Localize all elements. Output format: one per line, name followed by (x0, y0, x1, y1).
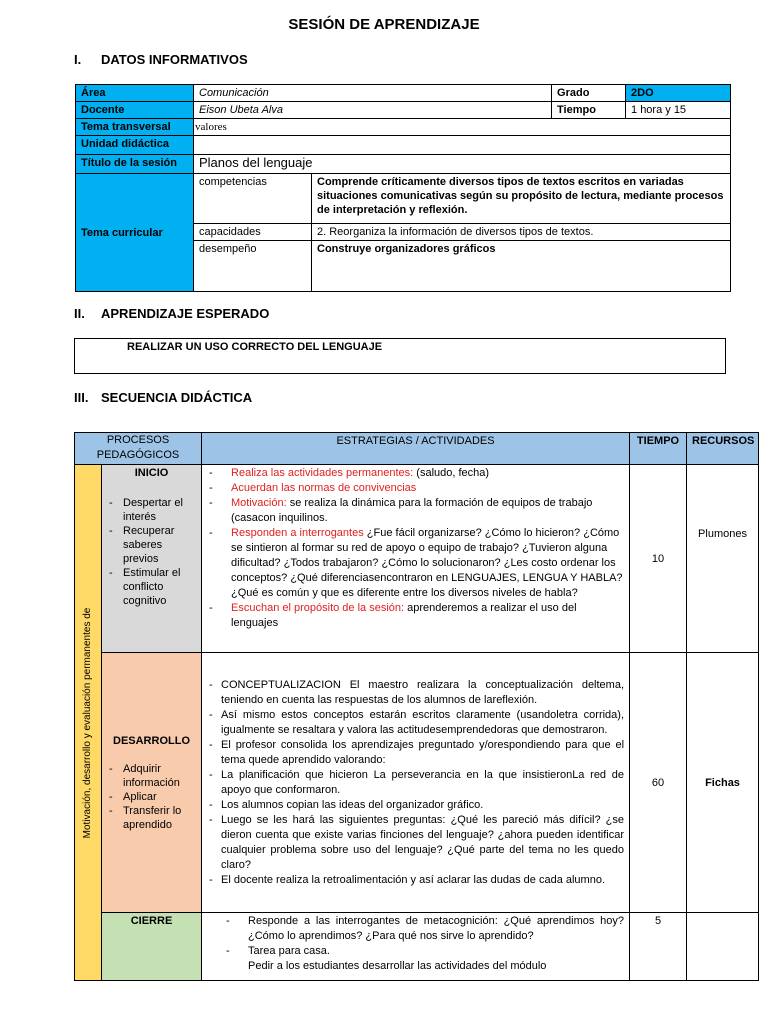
desempeno-value: Construye organizadores gráficos (312, 241, 731, 292)
competencias-label: competencias (194, 174, 312, 224)
list-item: - Transferir lo aprendido (107, 804, 196, 832)
capacidades-value: 2. Reorganiza la información de diversos tipos de textos. (312, 224, 731, 241)
list-item: - El profesor consolida los aprendizajes preguntado y/orespondiendo para que el tema quede aprendido valorando: (207, 738, 624, 768)
datos-table (75, 84, 731, 292)
inicio-recursos: Plumones (687, 465, 759, 653)
unidad-value (194, 136, 731, 155)
cierre-tiempo: 5 (630, 913, 687, 981)
section-heading-datos: I. DATOS INFORMATIVOS (74, 52, 248, 67)
aprendizaje-box (74, 338, 726, 374)
titulo-label: Título de la sesión (76, 155, 194, 174)
area-value: Comunicación (194, 85, 552, 102)
list-item: - Los alumnos copian las ideas del organizador gráfico. (207, 798, 624, 813)
grado-label: Grado (552, 85, 626, 102)
vertical-label: Motivación, desarrollo y evaluación permanentes de (82, 607, 93, 838)
list-item: - Acuerdan las normas de convivencias (207, 481, 624, 496)
capacidades-label: capacidades (194, 224, 312, 241)
secuencia-table (74, 432, 759, 981)
desarrollo-label: DESARROLLO (113, 734, 190, 747)
list-item: - Estimular el conflicto cognitivo (107, 566, 196, 608)
tema-curricular-label: Tema curricular (76, 174, 194, 292)
desarrollo-procesos-list (107, 762, 196, 832)
list-item: - Tarea para casa. (224, 944, 624, 959)
header-recursos: RECURSOS (687, 433, 759, 465)
header-procesos: PROCESOS PEDAGÓGICOS (75, 433, 202, 465)
cierre-procesos-cell (102, 913, 202, 981)
area-label: Área (76, 85, 194, 102)
titulo-value: Planos del lenguaje (194, 155, 731, 174)
inicio-label: INICIO (134, 467, 169, 479)
inicio-procesos-list (107, 496, 196, 608)
aprendizaje-text: REALIZAR UN USO CORRECTO DEL LENGUAJE (127, 341, 383, 353)
inicio-actividades-cell (202, 465, 630, 653)
desarrollo-recursos: Fichas (687, 653, 759, 913)
list-item: - Adquirir información (107, 762, 196, 790)
cierre-label: CIERRE (130, 915, 173, 927)
tema-transversal-value: valores (194, 119, 731, 136)
list-item: - Recuperar saberes previos (107, 524, 196, 566)
inicio-tiempo: 10 (630, 465, 687, 653)
list-item: - Responden a interrogantes ¿Fue fácil organizarse? ¿Cómo lo hicieron? ¿Cómo se sintieron al formar su red de apoyo o equipo de trabajo? ¿Tuvieron alguna dificultad? ¿Todos trabajaron? ¿Cómo lo solucionaron? ¿Les costo ordenar los conceptos? ¿Qué diferenciasencontraron en LENGUAJES, LENGUA Y HABLA? ¿Qué es común y que es diferente entre los diversos niveles de habla? (207, 526, 624, 601)
tiempo-value: 1 hora y 15 (626, 102, 731, 119)
docente-label: Docente (76, 102, 194, 119)
cierre-actividades-cell (202, 913, 630, 981)
cierre-extra: Pedir a los estudiantes desarrollar las actividades del módulo (248, 960, 547, 972)
page-title: SESIÓN DE APRENDIZAJE (288, 16, 480, 33)
section-heading-aprendizaje: II. APRENDIZAJE ESPERADO (74, 306, 270, 321)
list-item: - Escuchan el propósito de la sesión: aprenderemos a realizar el uso del lenguajes (207, 601, 624, 631)
list-item: - Despertar el interés (107, 496, 196, 524)
cierre-actividades-list (224, 914, 624, 959)
docente-value: Eison Ubeta Alva (194, 102, 552, 119)
competencias-value: Comprende críticamente diversos tipos de textos escritos en variadas situaciones comunicativas según su propósito de lectura, mediante procesos de interpretación y reflexión. (312, 174, 731, 224)
unidad-label: Unidad didáctica (76, 136, 194, 155)
inicio-actividades-list (207, 466, 624, 631)
desarrollo-actividades-cell (202, 653, 630, 913)
tiempo-label: Tiempo (552, 102, 626, 119)
grado-value: 2DO (626, 85, 731, 102)
list-item: - El docente realiza la retroalimentación y así aclarar las dudas de cada alumno. (207, 873, 624, 888)
list-item: - Aplicar (107, 790, 196, 804)
desarrollo-procesos-cell (102, 653, 202, 913)
desarrollo-tiempo: 60 (630, 653, 687, 913)
inicio-procesos-cell (102, 465, 202, 653)
desempeno-label: desempeño (194, 241, 312, 292)
vertical-label-cell (75, 465, 102, 981)
header-estrategias: ESTRATEGIAS / ACTIVIDADES (202, 433, 630, 465)
tema-transversal-label: Tema transversal (76, 119, 194, 136)
list-item: - CONCEPTUALIZACION El maestro realizara la conceptualización deltema, teniendo en cuenta las respuestas de los alumnos de lareflexión. (207, 678, 624, 708)
list-item: - Luego se les hará las siguientes preguntas: ¿Qué les pareció más difícil? ¿se dieron cuenta que existe varias finciones del lenguaje? ¿ahora pueden identificar cualquier problema sobre uso del lenguaje? ¿Qué parte del tema no les quedo claro? (207, 813, 624, 873)
desarrollo-actividades-list (207, 678, 624, 888)
list-item: - Motivación: se realiza la dinámica para la formación de equipos de trabajo (casacon inquilinos. (207, 496, 624, 526)
list-item: - Realiza las actividades permanentes: (saludo, fecha) (207, 466, 624, 481)
list-item: - Así mismo estos conceptos estarán escritos claramente (usandoletra corrida), igualmente se resaltara y valora las actitudesemprendedoras que demostraron. (207, 708, 624, 738)
list-item: - La planificación que hicieron La perseverancia en la que insistieronLa red de apoyo que conformaron. (207, 768, 624, 798)
header-tiempo: TIEMPO (630, 433, 687, 465)
cierre-recursos (687, 913, 759, 981)
list-item: - Responde a las interrogantes de metacognición: ¿Qué aprendimos hoy? ¿Cómo lo aprendimos? ¿Para qué nos sirve lo aprendido? (224, 914, 624, 944)
section-heading-secuencia: III. SECUENCIA DIDÁCTICA (74, 390, 253, 405)
